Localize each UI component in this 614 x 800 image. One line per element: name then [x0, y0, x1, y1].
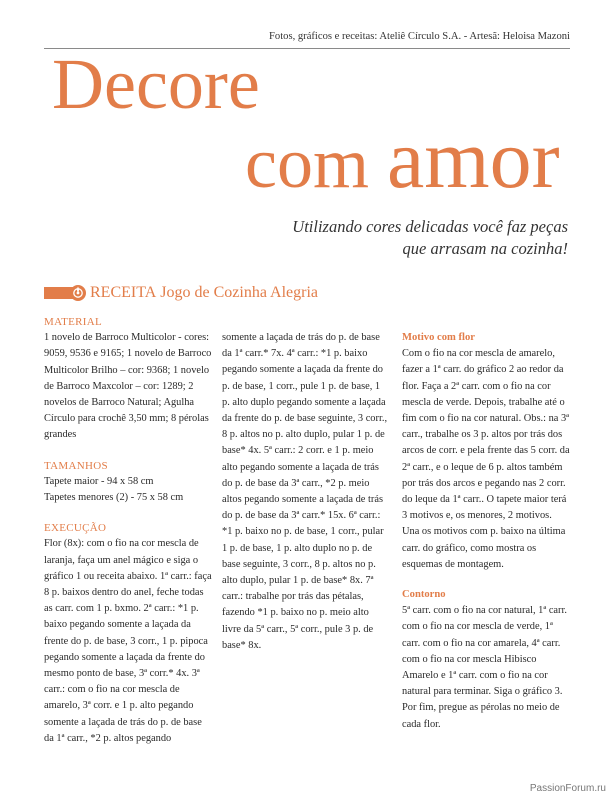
watermark: PassionForum.ru: [529, 783, 606, 794]
tamanhos-menores: Tapetes menores (2) - 75 x 58 cm: [44, 492, 184, 504]
recipe-heading: [44, 284, 318, 302]
contorno-text: 5ª carr. com o fio na cor natural, 1ª carr. com o fio na cor mescla de verde, 1ª carr. com o fio na cor amarela, 4ª carr. com o fio na cor mescla Hibisco Amarelo e 1ª carr. com o fio na cor natural para terminar. Siga o gráfico 3. Por fim, pregue as pérolas no meio de cada flor.: [402, 605, 567, 730]
contorno-title: Contorno: [402, 589, 446, 601]
motivo-text: Com o fio na cor mescla de amarelo, fazer a 1ª carr. do gráfico 2 ao redor da flor. Faça a 2ª carr. com o fio na cor mescla de verde. Depois, trabalhe até o fim com o fio na cor natural. Obs.: na 3ª carr., trabalhe os 3 p. altos por trás dos arcos de corr. e pela frente das 5 corr. da 2ª carr., e o leque de 6 p. altos também por trás dos arcos e pegando nas 2 corr. do leque da 1ª carr.. O tapete maior terá 3 motivos e, os menores, 2 motivos. Una os motivos com p. baixo na última carr. do gráfico, como mostra os esquemas de montagem.: [402, 348, 570, 570]
page-title-line2: [245, 113, 560, 206]
title-word-amor: amor: [386, 113, 560, 206]
flower-ornament-icon: [70, 285, 86, 301]
page-title-line1: Decore: [52, 44, 260, 124]
recipe-label: RECEITA: [90, 284, 157, 301]
execucao-title: EXECUÇÃO: [44, 522, 107, 535]
recipe-name: Jogo de Cozinha Alegria: [160, 284, 319, 301]
column-1: [44, 314, 214, 747]
execucao-continued-text: somente a laçada de trás do p. de base da 1ª carr.* 7x. 4ª carr.: *1 p. baixo pegando somente a laçada da frente do p. de base, 1 corr., pule 1 p. de base, 1 p. alto duplo pegando somente a laçada da frente do p. de base seguinte, 3 corr., 8 p. altos no p. alto duplo, pular 1 p. de base* 4x. 5ª carr.: 2 corr. e 1 p. meio alto pegando somente a laçada de trás do p. de base da 3ª carr., *2 p. meio altos pegando somente a laçada de trás do p. de base da 3ª carr.* 15x. 6ª carr.: *1 p. baixo no p. de base, 1 corr., pular 1 p. de base, 1 p. alto duplo no p. de base seguinte, 3 corr., 8 p. altos no p. alto duplo, pular 1 p. de base* 8x. 7ª carr.: trabalhe por trás das pétalas, fazendo *1 p. baixo no p. meio alto livre da 5ª carr., 5ª corr., pule 3 p. de base* 8x.: [222, 332, 388, 651]
tamanho-maior: Tapete maior - 94 x 58 cm: [44, 475, 154, 487]
column-2: [222, 330, 390, 654]
subtitle: Utilizando cores delicadas você faz peças que arrasam na cozinha!: [292, 217, 568, 258]
motivo-title: Motivo com flor: [402, 332, 475, 343]
material-text: 1 novelo de Barroco Multicolor - cores: 9059, 9536 e 9165; 1 novelo de Barroco Multicolor Brilho – cor: 9368; 1 novelo de Barroco Maxcolor – cor: 1289; 2 novelos de Barroco Natural; Agulha Círculo para crochê 3,50 mm; 8 pérolas grandes: [44, 332, 212, 441]
credits: Fotos, gráficos e receitas: Ateliê Círculo S.A. - Artesã: Heloisa Mazoni: [269, 31, 570, 42]
column-3: [402, 330, 570, 733]
execucao-text: Flor (8x): com o fio na cor mescla de laranja, faça um anel mágico e siga o gráfico 1 ou receita abaixo. 1ª carr.: faça 8 p. baixos dentro do anel, feche todas as carr. com 1 p. bxmo. 2ª carr.: *1 p. baixo pegando somente a laçada da frente do p. de base, 3 corr., 1 p. pipoca pegando somente a laçada da frente do mesmo ponto de base, 3ª corr.* 4x. 3ª carr.: com o fio na cor mescla de amarelo, 3ª corr. e 1 p. alto pegando somente a laçada de trás do p. de base da 1ª carr., *2 p. altos pegando: [44, 538, 212, 744]
material-title: MATERIAL: [44, 316, 103, 328]
tamanhos-title: TAMANHOS: [44, 459, 108, 472]
title-word-com: com: [245, 123, 369, 203]
